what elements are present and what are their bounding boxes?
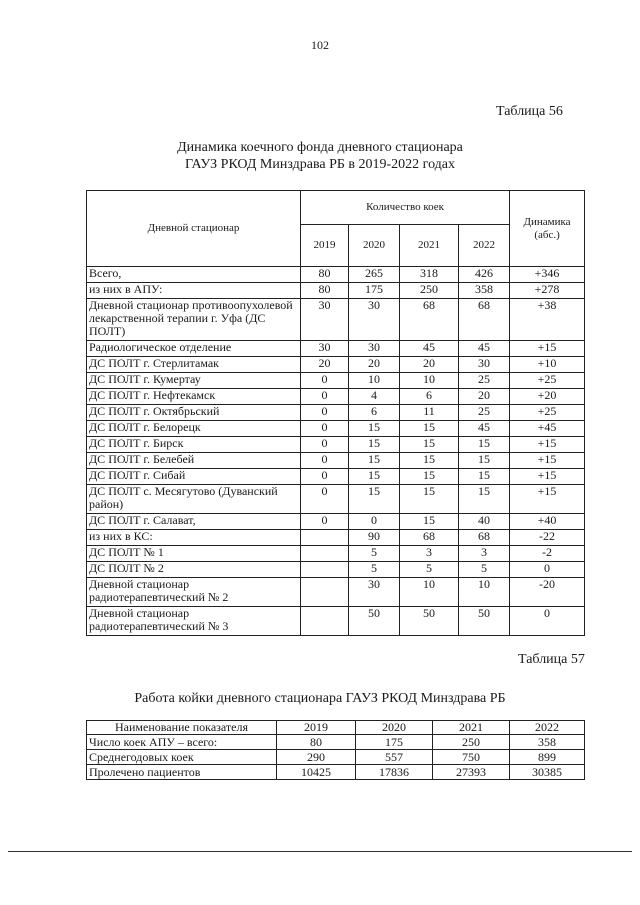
- row-name: ДС ПОЛТ № 2: [87, 562, 301, 578]
- row-dynamics: +45: [510, 421, 585, 437]
- row-value: 557: [356, 750, 433, 765]
- row-value: 80: [301, 267, 349, 283]
- row-name: Дневной стационар противоопухолевой лекарственной терапии г. Уфа (ДС ПОЛТ): [87, 299, 301, 341]
- row-value: 0: [301, 485, 349, 514]
- footer-rule: [8, 851, 632, 852]
- row-value: 0: [301, 389, 349, 405]
- row-value: 10: [349, 373, 400, 389]
- row-value: 5: [349, 546, 400, 562]
- table-57-label: Таблица 57: [518, 652, 585, 667]
- table-row: [87, 421, 585, 437]
- table-row: [87, 341, 585, 357]
- header-year: 2020: [349, 225, 400, 267]
- row-value: 11: [400, 405, 459, 421]
- row-name: ДС ПОЛТ г. Стерлитамак: [87, 357, 301, 373]
- row-value: 50: [459, 607, 510, 636]
- row-dynamics: +20: [510, 389, 585, 405]
- row-value: 30: [349, 341, 400, 357]
- row-name: из них в АПУ:: [87, 283, 301, 299]
- row-dynamics: +38: [510, 299, 585, 341]
- row-value: 30: [349, 299, 400, 341]
- row-value: 68: [400, 299, 459, 341]
- row-name: Число коек АПУ – всего:: [87, 735, 277, 750]
- header-year: 2019: [301, 225, 349, 267]
- row-value: [301, 530, 349, 546]
- row-value: 20: [400, 357, 459, 373]
- row-name: Дневной стационар радиотерапевтический № 2: [87, 578, 301, 607]
- row-value: 358: [510, 735, 585, 750]
- row-value: [301, 578, 349, 607]
- row-name: Радиологическое отделение: [87, 341, 301, 357]
- table-row: [87, 735, 585, 750]
- row-value: 30: [459, 357, 510, 373]
- row-name: Пролечено пациентов: [87, 765, 277, 780]
- row-value: 15: [459, 469, 510, 485]
- row-value: [301, 546, 349, 562]
- row-value: 15: [349, 485, 400, 514]
- row-value: 4: [349, 389, 400, 405]
- row-value: [301, 607, 349, 636]
- row-value: 175: [349, 283, 400, 299]
- row-name: ДС ПОЛТ г. Нефтекамск: [87, 389, 301, 405]
- row-dynamics: 0: [510, 562, 585, 578]
- row-value: 10425: [277, 765, 356, 780]
- table-row: [87, 299, 585, 341]
- row-value: 20: [301, 357, 349, 373]
- row-value: 50: [400, 607, 459, 636]
- row-value: 0: [349, 514, 400, 530]
- row-value: 15: [459, 437, 510, 453]
- row-name: ДС ПОЛТ г. Салават,: [87, 514, 301, 530]
- row-value: 0: [301, 421, 349, 437]
- row-value: 15: [349, 453, 400, 469]
- header-year: 2021: [400, 225, 459, 267]
- row-dynamics: +15: [510, 341, 585, 357]
- header-dynamics: Динамика (абс.): [510, 191, 585, 267]
- row-value: 358: [459, 283, 510, 299]
- row-dynamics: +15: [510, 453, 585, 469]
- header-beds-count: Количество коек: [301, 191, 510, 225]
- table-56-label: Таблица 56: [496, 104, 563, 119]
- row-value: 0: [301, 373, 349, 389]
- row-dynamics: -2: [510, 546, 585, 562]
- row-value: 0: [301, 469, 349, 485]
- row-dynamics: +15: [510, 437, 585, 453]
- row-value: 5: [459, 562, 510, 578]
- row-value: 10: [400, 578, 459, 607]
- row-value: 80: [301, 283, 349, 299]
- row-value: 3: [400, 546, 459, 562]
- table-row: [87, 357, 585, 373]
- table-57-title: Работа койки дневного стационара ГАУЗ РКОД Минздрава РБ: [134, 691, 506, 706]
- row-value: 30: [301, 341, 349, 357]
- table-row: [87, 267, 585, 283]
- table-row: [87, 514, 585, 530]
- table-row: [87, 389, 585, 405]
- header-station: Дневной стационар: [87, 191, 301, 267]
- row-value: 899: [510, 750, 585, 765]
- row-value: 265: [349, 267, 400, 283]
- row-value: 17836: [356, 765, 433, 780]
- row-value: 15: [400, 514, 459, 530]
- row-dynamics: +25: [510, 405, 585, 421]
- row-value: 15: [400, 437, 459, 453]
- row-dynamics: +40: [510, 514, 585, 530]
- row-value: 15: [400, 469, 459, 485]
- row-name: ДС ПОЛТ г. Октябрьский: [87, 405, 301, 421]
- row-value: 15: [349, 421, 400, 437]
- table-row: [87, 469, 585, 485]
- page-number: 102: [311, 38, 329, 52]
- table-row: [87, 453, 585, 469]
- row-value: 15: [459, 485, 510, 514]
- row-value: 25: [459, 373, 510, 389]
- row-value: 250: [433, 735, 510, 750]
- row-value: 0: [301, 405, 349, 421]
- row-value: 426: [459, 267, 510, 283]
- row-name: ДС ПОЛТ г. Кумертау: [87, 373, 301, 389]
- row-value: 25: [459, 405, 510, 421]
- row-value: 0: [301, 514, 349, 530]
- row-value: 15: [459, 453, 510, 469]
- table-row: [87, 607, 585, 636]
- table-56-title-line2: ГАУЗ РКОД Минздрава РБ в 2019-2022 годах: [184, 157, 456, 172]
- row-value: 318: [400, 267, 459, 283]
- row-value: 20: [349, 357, 400, 373]
- row-value: 10: [400, 373, 459, 389]
- row-value: 68: [459, 530, 510, 546]
- row-dynamics: +10: [510, 357, 585, 373]
- row-dynamics: +346: [510, 267, 585, 283]
- header-year: 2021: [433, 721, 510, 735]
- table-row: [87, 373, 585, 389]
- row-name: ДС ПОЛТ г. Сибай: [87, 469, 301, 485]
- row-name: Всего,: [87, 267, 301, 283]
- row-value: 10: [459, 578, 510, 607]
- table-56: [86, 190, 585, 636]
- row-value: 290: [277, 750, 356, 765]
- row-dynamics: -20: [510, 578, 585, 607]
- row-value: 0: [301, 437, 349, 453]
- row-value: 30: [349, 578, 400, 607]
- table-row: [87, 546, 585, 562]
- row-dynamics: -22: [510, 530, 585, 546]
- row-value: 15: [349, 437, 400, 453]
- header-year: 2022: [459, 225, 510, 267]
- table-row: [87, 283, 585, 299]
- row-value: 90: [349, 530, 400, 546]
- table-row: [87, 530, 585, 546]
- row-value: [301, 562, 349, 578]
- header-year: 2020: [356, 721, 433, 735]
- row-dynamics: +25: [510, 373, 585, 389]
- row-value: 15: [349, 469, 400, 485]
- row-value: 50: [349, 607, 400, 636]
- row-value: 3: [459, 546, 510, 562]
- table-row: [87, 437, 585, 453]
- row-name: ДС ПОЛТ г. Бирск: [87, 437, 301, 453]
- row-dynamics: +15: [510, 469, 585, 485]
- row-value: 27393: [433, 765, 510, 780]
- row-value: 80: [277, 735, 356, 750]
- row-value: 15: [400, 453, 459, 469]
- table-row: [87, 578, 585, 607]
- row-value: 40: [459, 514, 510, 530]
- table-row: [87, 765, 585, 780]
- table-56-title-line1: Динамика коечного фонда дневного стационара: [177, 140, 463, 155]
- row-value: 6: [400, 389, 459, 405]
- row-value: 45: [459, 421, 510, 437]
- header-year: 2022: [510, 721, 585, 735]
- table-row: [87, 405, 585, 421]
- row-dynamics: 0: [510, 607, 585, 636]
- row-name: ДС ПОЛТ с. Месягутово (Дуванский район): [87, 485, 301, 514]
- row-name: ДС ПОЛТ г. Белорецк: [87, 421, 301, 437]
- row-dynamics: +15: [510, 485, 585, 514]
- row-value: 30385: [510, 765, 585, 780]
- row-value: 30: [301, 299, 349, 341]
- row-dynamics: +278: [510, 283, 585, 299]
- row-value: 68: [459, 299, 510, 341]
- row-value: 45: [459, 341, 510, 357]
- row-value: 20: [459, 389, 510, 405]
- header-indicator: Наименование показателя: [87, 721, 277, 735]
- row-name: ДС ПОЛТ № 1: [87, 546, 301, 562]
- row-name: из них в КС:: [87, 530, 301, 546]
- row-value: 750: [433, 750, 510, 765]
- table-row: [87, 750, 585, 765]
- row-value: 5: [400, 562, 459, 578]
- row-value: 45: [400, 341, 459, 357]
- row-name: Дневной стационар радиотерапевтический № 3: [87, 607, 301, 636]
- row-value: 15: [400, 485, 459, 514]
- table-57: [86, 720, 585, 780]
- table-row: [87, 562, 585, 578]
- row-value: 175: [356, 735, 433, 750]
- row-value: 5: [349, 562, 400, 578]
- row-name: ДС ПОЛТ г. Белебей: [87, 453, 301, 469]
- row-value: 0: [301, 453, 349, 469]
- row-name: Среднегодовых коек: [87, 750, 277, 765]
- row-value: 6: [349, 405, 400, 421]
- table-56-title: [0, 139, 640, 173]
- row-value: 68: [400, 530, 459, 546]
- row-value: 15: [400, 421, 459, 437]
- header-year: 2019: [277, 721, 356, 735]
- table-row: [87, 485, 585, 514]
- row-value: 250: [400, 283, 459, 299]
